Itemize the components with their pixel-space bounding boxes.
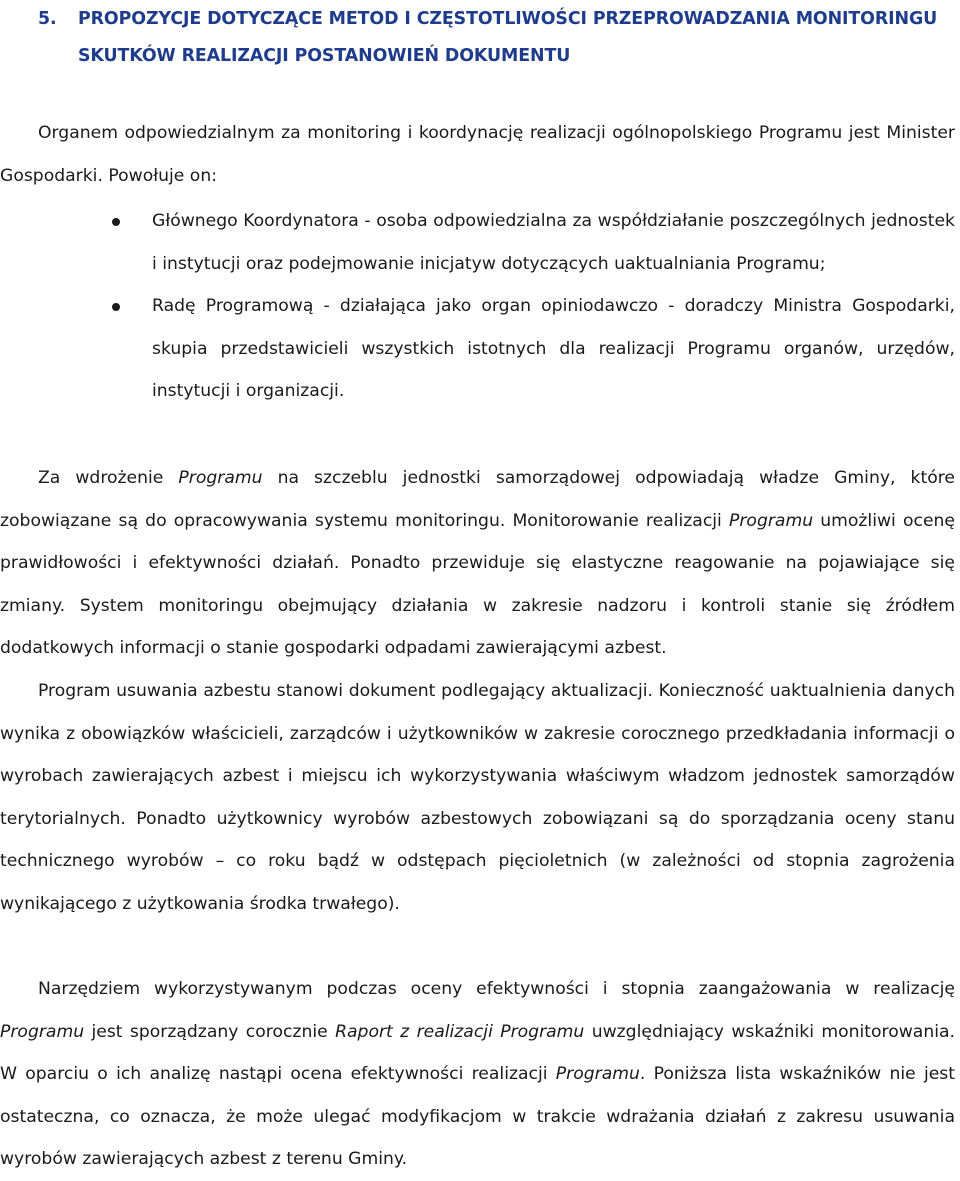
section-title-line-1: PROPOZYCJE DOTYCZĄCE METOD I CZĘSTOTLIWOŚCI PRZEPROWADZANIA MONITORINGU: [78, 9, 938, 29]
list-item: [0, 200, 955, 285]
paragraph-text: uwzględniający wskaźniki monitorowania. W oparciu o ich analizę nastąpi ocena efektywności realizacji: [0, 1021, 955, 1085]
program-term: Programu: [178, 468, 263, 488]
paragraph-text: Narzędziem wykorzystywanym podczas oceny efektywności i stopnia zaangażowania w realizację: [38, 979, 955, 999]
paragraph-text: umożliwi ocenę prawidłowości i efektywności działań. Ponadto przewiduje się elastyczne reagowanie na pojawiające się zmiany. System monitoringu obejmujący działania w zakresie nadzoru i kontroli stanie się źródłem dodatkowych informacji o stanie gospodarki odpadami zawierającymi azbest.: [0, 510, 955, 659]
intro-paragraph: Organem odpowiedzialnym za monitoring i koordynację realizacji ogólnopolskiego Programu jest Minister Gospodarki. Powołuje on:: [0, 123, 955, 186]
bullet-icon: [112, 303, 120, 311]
section-number: 5.: [38, 9, 57, 29]
paragraph-text: Za wdrożenie: [38, 468, 179, 488]
paragraph-implementation: [0, 457, 955, 670]
paragraph-update: Program usuwania azbestu stanowi dokument podlegający aktualizacji. Konieczność uaktualnienia danych wynika z obowiązków właścicieli, zarządców i użytkowników w zakresie corocznego przedkładania informacji o wyrobach zawierających azbest i miejscu ich wykorzystywania właściwym władzom jednostek samorządów terytorialnych. Ponadto użytkownicy wyrobów azbestowych zobowiązani są do sporządzania oceny stanu technicznego wyrobów – co roku bądź w odstępach pięcioletnich (w zależności od stopnia zagrożenia wynikającego z użytkowania środka trwałego).: [0, 681, 955, 914]
bullet-list: [0, 200, 955, 413]
report-title: Raport z realizacji Programu: [335, 1021, 585, 1042]
list-item-text: Radę Programową - działająca jako organ opiniodawczo - doradczy Ministra Gospodarki, skupia przedstawicieli wszystkich istotnych dla realizacji Programu organów, urzędów, instytucji i organizacji.: [152, 296, 955, 402]
paragraph-text: na szczeblu jednostki samorządowej odpowiadają władze Gminy, które zobowiązane są do opracowywania systemu monitoringu. Monitorowanie realizacji: [0, 468, 955, 531]
list-item-text: Głównego Koordynatora - osoba odpowiedzialna za współdziałanie poszczególnych jednostek i instytucji oraz podejmowanie inicjatyw dotyczących uaktualniania Programu;: [152, 211, 955, 274]
paragraph-indicators: [0, 968, 955, 1181]
program-term: Programu: [555, 1064, 640, 1085]
bullet-icon: [112, 218, 120, 226]
section-title-line-2: SKUTKÓW REALIZACJI POSTANOWIEŃ DOKUMENTU: [78, 46, 571, 66]
program-term: Programu: [0, 1021, 85, 1042]
paragraph-text: jest sporządzany corocznie: [84, 1021, 336, 1042]
program-term: Programu: [729, 510, 814, 531]
list-item: [0, 285, 955, 413]
paragraph-text: . Poniższa lista wskaźników nie jest ostateczna, co oznacza, że może ulegać modyfikacjom w trakcie wdrażania działań z zakresu usuwania wyrobów zawierających azbest z terenu Gminy.: [0, 1064, 955, 1170]
